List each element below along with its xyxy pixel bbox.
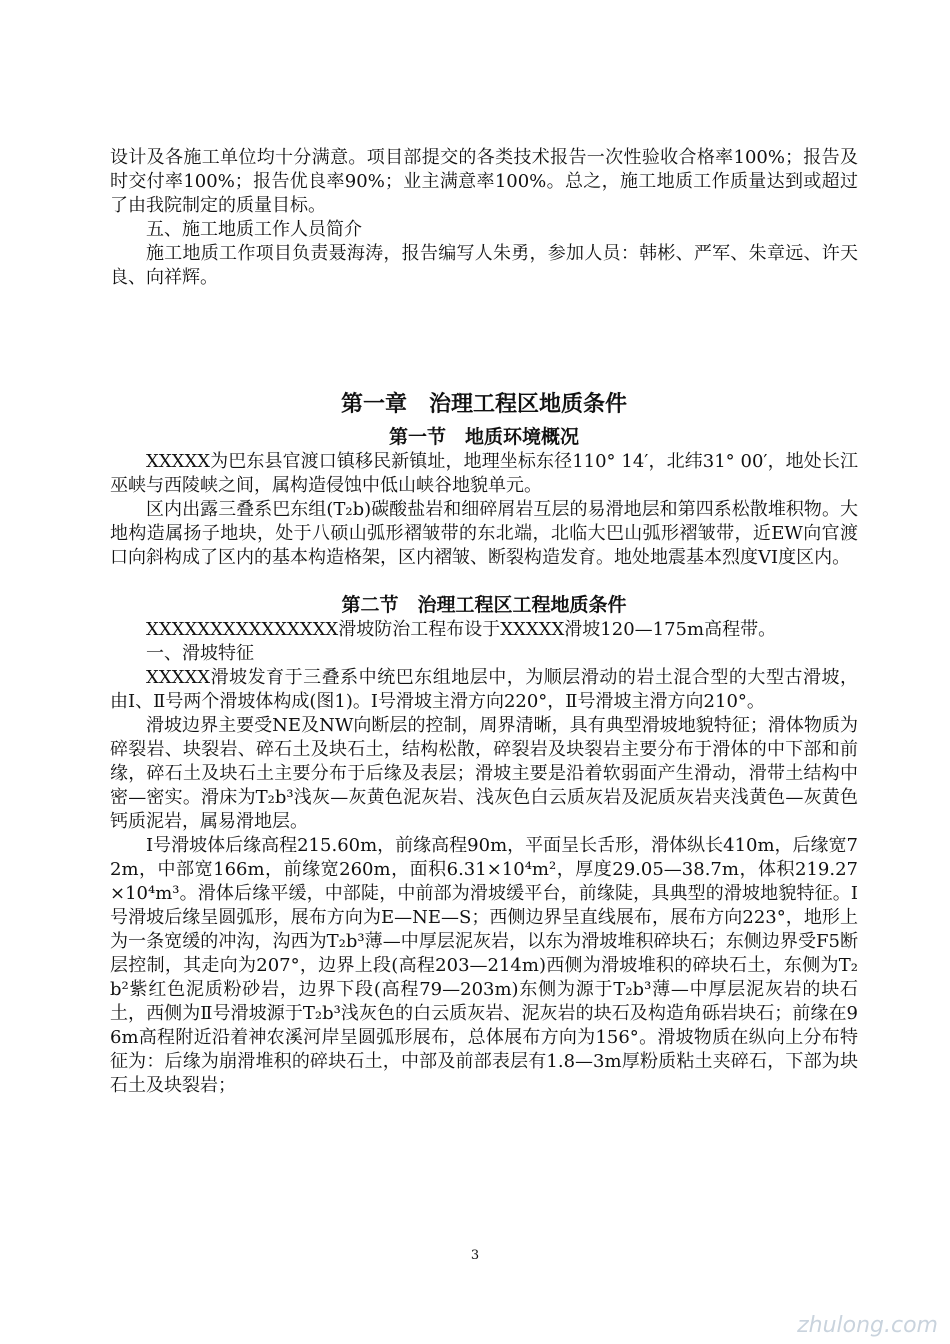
document-page xyxy=(110,146,858,1098)
page-number: 3 xyxy=(470,1248,480,1263)
section-2-paragraph-1: XXXXXXXXXXXXXXX滑坡防治工程布设于XXXXX滑坡120—175m高程带。 xyxy=(146,619,777,640)
intro-paragraph-2: 施工地质工作项目负责聂海涛，报告编写人朱勇，参加人员：韩彬、严军、朱章远、许天良、向祥辉。 xyxy=(110,243,858,288)
section-1-paragraph-1: XXXXX为巴东县官渡口镇移民新镇址，地理坐标东径110° 14′，北纬31° 00′，地处长江巫峡与西陵峡之间，属构造侵蚀中低山峡谷地貌单元。 xyxy=(110,451,858,496)
landslide-features-heading: 一、滑坡特征 xyxy=(146,643,254,664)
watermark-text: zhulong.com xyxy=(797,1313,938,1338)
section-1-paragraph-2: 区内出露三叠系巴东组(T₂b)碳酸盐岩和细碎屑岩互层的易滑地层和第四系松散堆积物。大地构造属扬子地块，处于八硕山弧形褶皱带的东北端，北临大巴山弧形褶皱带，近EW向官渡口向斜构成了区内的基本构造格架，区内褶皱、断裂构造发育。地处地震基本烈度VI度区内。 xyxy=(110,499,858,568)
section-2-paragraph-4: Ⅰ号滑坡体后缘高程215.60m，前缘高程90m，平面呈长舌形，滑体纵长410m，后缘宽72m，中部宽166m，前缘宽260m，面积6.31×10⁴m²，厚度29.05—38.7m，体积219.27×10⁴m³。滑体后缘平缓，中部陡，中前部为滑坡缓平台，前缘陡，具典型的滑坡地貌特征。Ⅰ号滑坡后缘呈圆弧形，展布方向为E—NE—S；西侧边界呈直线展布，展布方向223°，地形上为一条宽缓的冲沟，沟西为T₂b³薄—中厚层泥灰岩，以东为滑坡堆积碎块石；东侧边界受F5断层控制，其走向为207°，边界上段(高程203—214m)西侧为滑坡堆积的碎块石土，东侧为T₂b²紫红色泥质粉砂岩，边界下段(高程79—203m)东侧为源于T₂b³薄—中厚层泥灰岩的块石土，西侧为Ⅱ号滑坡源于T₂b³浅灰色的白云质灰岩、泥灰岩的块石及构造角砾岩块石；前缘在96m高程附近沿着神农溪河岸呈圆弧形展布，总体展布方向为156°。滑坡物质在纵向上分布特征为：后缘为崩滑堆积的碎块石土，中部及前部表层有1.8—3m厚粉质粘土夹碎石，下部为块石土及块裂岩； xyxy=(110,835,859,1096)
section-2-paragraph-2: XXXXX滑坡发育于三叠系中统巴东组地层中，为顺层滑动的岩土混合型的大型古滑坡，由Ⅰ、Ⅱ号两个滑坡体构成(图1)。Ⅰ号滑坡主滑方向220°，Ⅱ号滑坡主滑方向210°。 xyxy=(110,667,858,712)
chapter-title: 第一章 治理工程区地质条件 xyxy=(340,392,627,417)
section-2-title: 第二节 治理工程区工程地质条件 xyxy=(341,594,627,616)
intro-paragraph-1: 设计及各施工单位均十分满意。项目部提交的各类技术报告一次性验收合格率100%；报告及时交付率100%；报告优良率90%；业主满意率100%。总之，施工地质工作质量达到或超过了由我院制定的质量目标。 xyxy=(110,147,858,216)
section-five-heading: 五、施工地质工作人员简介 xyxy=(146,219,362,240)
section-1-title: 第一节 地质环境概况 xyxy=(388,426,579,448)
section-2-paragraph-3: 滑坡边界主要受NE及NW向断层的控制，周界清晰，具有典型滑坡地貌特征；滑体物质为碎裂岩、块裂岩、碎石土及块石土，结构松散，碎裂岩及块裂岩主要分布于滑体的中下部和前缘，碎石土及块石土主要分布于后缘及表层；滑坡主要是沿着软弱面产生滑动，滑带土结构中密—密实。滑床为T₂b³浅灰—灰黄色泥灰岩、浅灰色白云质灰岩及泥质灰岩夹浅黄色—灰黄色钙质泥岩，属易滑地层。 xyxy=(110,715,858,832)
